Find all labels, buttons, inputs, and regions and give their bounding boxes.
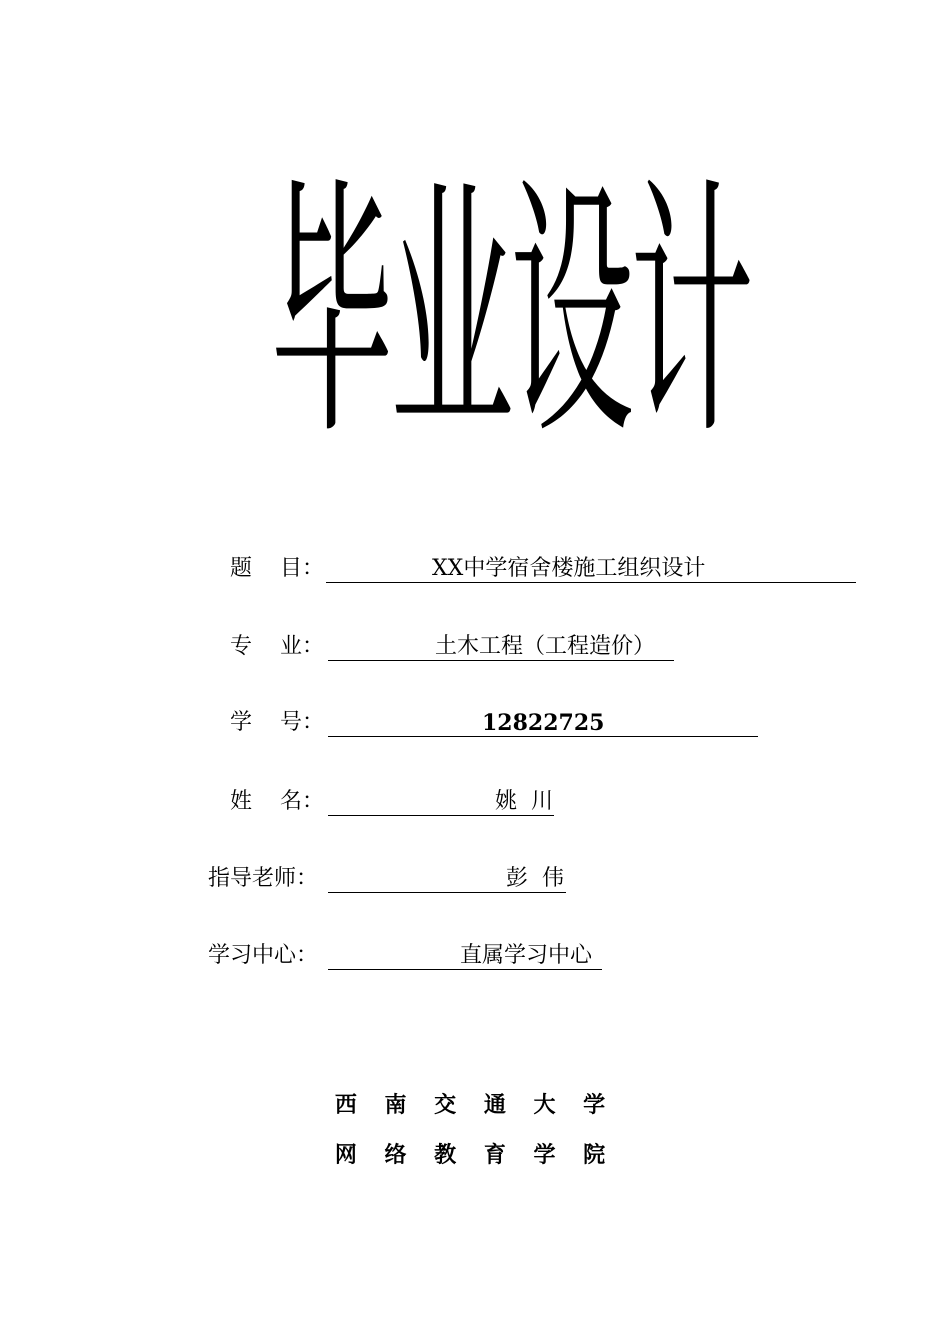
field-label-advisor: 指导老师： <box>208 866 319 891</box>
university-name: 西 南 交 通 大 学 <box>334 1092 616 1118</box>
field-value-center: 直属学习中心 <box>460 943 593 968</box>
field-value-name: 姚 川 <box>495 789 553 814</box>
field-label-student-id: 学 号： <box>230 710 324 735</box>
field-label-name: 姓 名： <box>230 789 324 814</box>
field-label-major: 专 业： <box>230 634 324 659</box>
field-value-advisor: 彭 伟 <box>506 866 564 891</box>
field-label-center: 学习中心： <box>208 943 319 968</box>
field-label-topic: 题 目： <box>230 556 324 581</box>
college-name: 网 络 教 育 学 院 <box>334 1142 616 1168</box>
field-value-topic: XX中学宿舍楼施工组织设计 <box>432 556 706 581</box>
field-value-student-id: 12822725 <box>482 710 605 736</box>
field-value-major: 土木工程（工程造价） <box>435 634 656 659</box>
cover-title: 毕业设计 <box>270 156 751 474</box>
